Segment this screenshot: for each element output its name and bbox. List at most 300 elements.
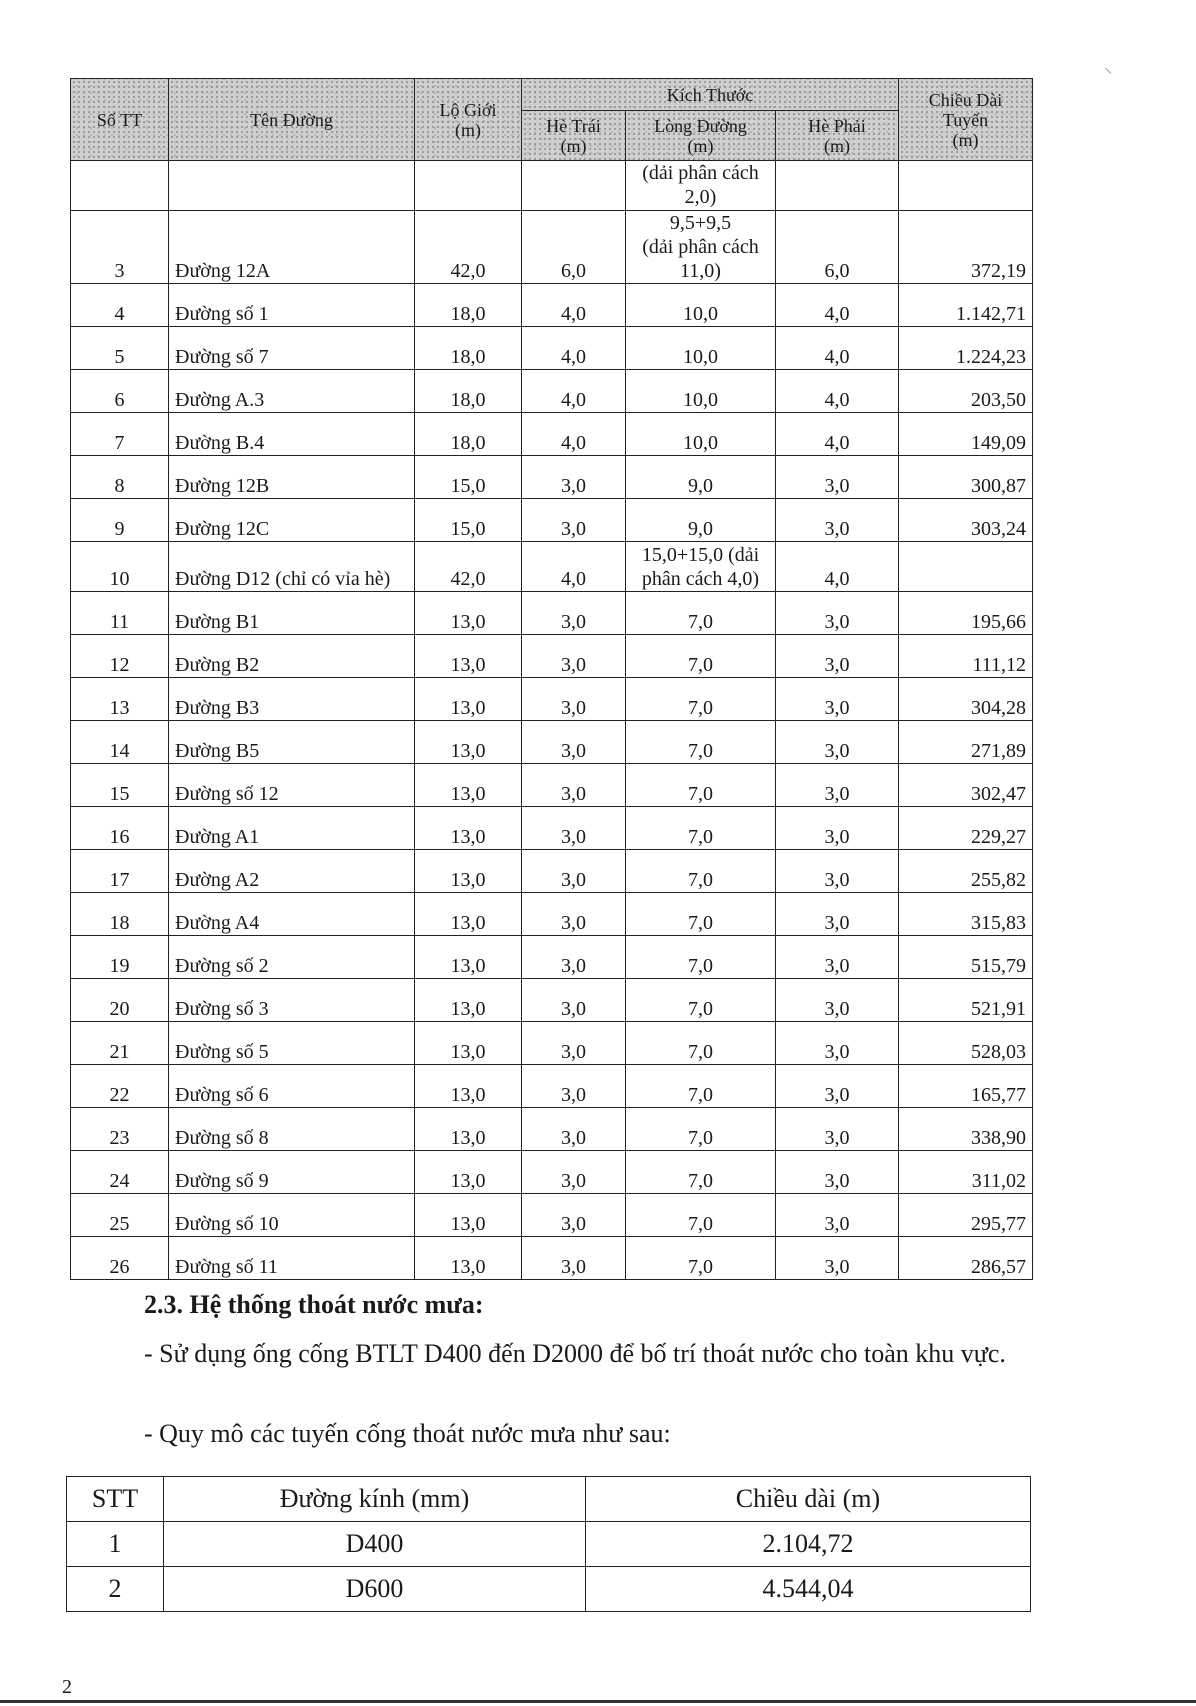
cell-carriageway-text: 7,0 bbox=[688, 654, 713, 676]
cell-carriageway-text: 7,0 bbox=[688, 611, 713, 633]
table-row bbox=[71, 807, 1033, 850]
cell-left-sidewalk bbox=[522, 284, 626, 327]
cell-stt bbox=[71, 456, 169, 499]
cell-name-text: Đường số 10 bbox=[175, 1213, 279, 1235]
cell-right-sidewalk bbox=[776, 936, 899, 979]
pipe-header-stt: STT bbox=[67, 1477, 164, 1522]
cell-name bbox=[169, 1194, 415, 1237]
cell-carriageway bbox=[626, 592, 776, 635]
cell-right-sidewalk-text: 3,0 bbox=[824, 998, 850, 1020]
cell-name bbox=[169, 284, 415, 327]
cell-right-sidewalk-text: 3,0 bbox=[824, 869, 850, 891]
cell-stt-text: 3 bbox=[114, 260, 125, 282]
cell-row-width bbox=[415, 592, 522, 635]
cell-stt bbox=[71, 211, 169, 284]
cell-carriageway-text: 7,0 bbox=[688, 783, 713, 805]
cell-row-width bbox=[415, 1194, 522, 1237]
cell-left-sidewalk bbox=[522, 1237, 626, 1280]
cell-left-sidewalk bbox=[522, 456, 626, 499]
cell-length bbox=[899, 499, 1033, 542]
cell-left-sidewalk bbox=[522, 413, 626, 456]
cell-row-width-text: 15,0 bbox=[450, 518, 486, 540]
cell-length-text: 195,66 bbox=[971, 611, 1027, 633]
cell-carriageway-text: 7,0 bbox=[688, 1041, 713, 1063]
cell-carriageway-text: (dải phân cách 2,0) bbox=[642, 162, 759, 208]
cell-stt-text: 24 bbox=[109, 1170, 130, 1192]
pipe-cell-diameter: D600 bbox=[164, 1567, 586, 1612]
cell-length-text: 111,12 bbox=[972, 654, 1027, 676]
cell-length-text: 372,19 bbox=[971, 260, 1027, 282]
cell-carriageway bbox=[626, 284, 776, 327]
cell-carriageway bbox=[626, 635, 776, 678]
cell-carriageway bbox=[626, 1108, 776, 1151]
cell-stt bbox=[71, 893, 169, 936]
cell-length-text: 271,89 bbox=[971, 740, 1027, 762]
cell-right-sidewalk-text: 3,0 bbox=[824, 912, 850, 934]
cell-stt bbox=[71, 370, 169, 413]
cell-name bbox=[169, 499, 415, 542]
cell-name bbox=[169, 764, 415, 807]
table-row bbox=[67, 1522, 1031, 1567]
cell-left-sidewalk-text: 3,0 bbox=[561, 1256, 586, 1278]
table-row bbox=[71, 1065, 1033, 1108]
cell-left-sidewalk-text: 3,0 bbox=[561, 955, 586, 977]
cell-right-sidewalk bbox=[776, 1194, 899, 1237]
cell-name bbox=[169, 1065, 415, 1108]
cell-carriageway bbox=[626, 370, 776, 413]
cell-right-sidewalk-text: 3,0 bbox=[824, 518, 850, 540]
cell-row-width-text: 13,0 bbox=[450, 611, 486, 633]
cell-name bbox=[169, 635, 415, 678]
cell-stt-text: 9 bbox=[114, 518, 125, 540]
cell-right-sidewalk-text: 3,0 bbox=[824, 475, 850, 497]
cell-length-text: 1.224,23 bbox=[956, 346, 1027, 368]
cell-carriageway-text: 7,0 bbox=[688, 955, 713, 977]
cell-stt-text: 7 bbox=[114, 432, 125, 454]
cell-name-text: Đường B3 bbox=[175, 697, 260, 719]
cell-stt bbox=[71, 1108, 169, 1151]
table-row bbox=[71, 936, 1033, 979]
cell-carriageway bbox=[626, 850, 776, 893]
cell-length-text: 1.142,71 bbox=[956, 303, 1027, 325]
cell-right-sidewalk bbox=[776, 1065, 899, 1108]
cell-name bbox=[169, 592, 415, 635]
cell-right-sidewalk bbox=[776, 161, 899, 211]
cell-left-sidewalk bbox=[522, 678, 626, 721]
cell-length-text: 295,77 bbox=[971, 1213, 1027, 1235]
cell-name bbox=[169, 1237, 415, 1280]
cell-length-text: 304,28 bbox=[971, 697, 1027, 719]
cell-row-width-text: 13,0 bbox=[450, 826, 486, 848]
cell-left-sidewalk-text: 4,0 bbox=[561, 568, 586, 590]
cell-carriageway-text: 9,0 bbox=[688, 475, 713, 497]
cell-right-sidewalk-text: 6,0 bbox=[824, 260, 850, 282]
cell-stt bbox=[71, 764, 169, 807]
cell-length-text: 528,03 bbox=[971, 1041, 1027, 1063]
cell-length bbox=[899, 1022, 1033, 1065]
table-row bbox=[71, 635, 1033, 678]
cell-name bbox=[169, 721, 415, 764]
pipe-cell-length: 4.544,04 bbox=[586, 1567, 1031, 1612]
header-row-width bbox=[415, 79, 522, 161]
cell-row-width bbox=[415, 1237, 522, 1280]
cell-name bbox=[169, 211, 415, 284]
cell-row-width bbox=[415, 936, 522, 979]
cell-left-sidewalk-text: 4,0 bbox=[561, 303, 586, 325]
cell-stt-text: 16 bbox=[109, 826, 130, 848]
cell-right-sidewalk bbox=[776, 284, 899, 327]
cell-left-sidewalk-text: 3,0 bbox=[561, 869, 586, 891]
cell-name-text: Đường số 9 bbox=[175, 1170, 269, 1192]
cell-stt-text: 4 bbox=[114, 303, 125, 325]
table-row bbox=[71, 1194, 1033, 1237]
cell-left-sidewalk bbox=[522, 1194, 626, 1237]
cell-row-width-text: 13,0 bbox=[450, 740, 486, 762]
cell-right-sidewalk-text: 3,0 bbox=[824, 1127, 850, 1149]
cell-name-text: Đường B.4 bbox=[175, 432, 265, 454]
cell-length bbox=[899, 850, 1033, 893]
cell-row-width-text: 13,0 bbox=[450, 654, 486, 676]
cell-carriageway bbox=[626, 721, 776, 764]
cell-right-sidewalk-text: 3,0 bbox=[824, 654, 850, 676]
cell-left-sidewalk-text: 6,0 bbox=[561, 260, 586, 282]
table-row bbox=[71, 1022, 1033, 1065]
cell-stt-text: 15 bbox=[109, 783, 130, 805]
header-stt: Số TT bbox=[71, 79, 169, 161]
cell-length-text: 521,91 bbox=[971, 998, 1027, 1020]
cell-name-text: Đường số 1 bbox=[175, 303, 269, 325]
cell-carriageway-text: 7,0 bbox=[688, 912, 713, 934]
cell-right-sidewalk-text: 3,0 bbox=[824, 1170, 850, 1192]
cell-right-sidewalk-text: 3,0 bbox=[824, 1256, 850, 1278]
table-row bbox=[71, 542, 1033, 592]
cell-name bbox=[169, 979, 415, 1022]
cell-row-width-text: 13,0 bbox=[450, 1084, 486, 1106]
table-row bbox=[71, 1151, 1033, 1194]
cell-row-width-text: 13,0 bbox=[450, 1127, 486, 1149]
cell-right-sidewalk-text: 4,0 bbox=[824, 389, 850, 411]
cell-left-sidewalk bbox=[522, 542, 626, 592]
cell-stt bbox=[71, 542, 169, 592]
cell-name-text: Đường số 7 bbox=[175, 346, 269, 368]
cell-right-sidewalk bbox=[776, 1108, 899, 1151]
cell-row-width bbox=[415, 370, 522, 413]
page-number: 2 bbox=[62, 1676, 72, 1698]
cell-stt bbox=[71, 592, 169, 635]
cell-carriageway-text: 7,0 bbox=[688, 869, 713, 891]
cell-stt bbox=[71, 1022, 169, 1065]
cell-row-width-text: 15,0 bbox=[450, 475, 486, 497]
cell-right-sidewalk-text: 3,0 bbox=[824, 697, 850, 719]
cell-stt-text: 11 bbox=[109, 611, 130, 633]
cell-right-sidewalk bbox=[776, 370, 899, 413]
cell-right-sidewalk bbox=[776, 1237, 899, 1280]
cell-carriageway bbox=[626, 764, 776, 807]
cell-left-sidewalk bbox=[522, 592, 626, 635]
cell-right-sidewalk bbox=[776, 327, 899, 370]
cell-carriageway-text: 7,0 bbox=[688, 1213, 713, 1235]
table-row bbox=[71, 370, 1033, 413]
cell-stt bbox=[71, 1194, 169, 1237]
cell-stt-text: 8 bbox=[114, 475, 125, 497]
cell-left-sidewalk bbox=[522, 893, 626, 936]
table-row bbox=[71, 284, 1033, 327]
table-row bbox=[71, 678, 1033, 721]
header-right-sidewalk-text: Hè Phải (m) bbox=[808, 115, 866, 156]
cell-carriageway-text: 15,0+15,0 (dải phân cách 4,0) bbox=[641, 544, 760, 590]
cell-row-width bbox=[415, 635, 522, 678]
cell-name bbox=[169, 1022, 415, 1065]
cell-name-text: Đường 12C bbox=[175, 518, 270, 540]
cell-stt-text: 17 bbox=[109, 869, 130, 891]
cell-left-sidewalk bbox=[522, 1108, 626, 1151]
cell-row-width bbox=[415, 1022, 522, 1065]
cell-right-sidewalk bbox=[776, 721, 899, 764]
cell-left-sidewalk bbox=[522, 370, 626, 413]
cell-row-width bbox=[415, 161, 522, 211]
cell-length-text: 303,24 bbox=[971, 518, 1027, 540]
cell-left-sidewalk-text: 3,0 bbox=[561, 740, 586, 762]
cell-stt-text: 5 bbox=[114, 346, 125, 368]
cell-name bbox=[169, 1151, 415, 1194]
cell-stt-text: 26 bbox=[109, 1256, 130, 1278]
cell-row-width bbox=[415, 979, 522, 1022]
cell-row-width bbox=[415, 850, 522, 893]
cell-length bbox=[899, 284, 1033, 327]
road-dimensions-table bbox=[70, 78, 1033, 1280]
cell-length-text: 300,87 bbox=[971, 475, 1027, 497]
cell-stt bbox=[71, 499, 169, 542]
cell-right-sidewalk-text: 3,0 bbox=[824, 1084, 850, 1106]
cell-right-sidewalk-text: 3,0 bbox=[824, 740, 850, 762]
cell-stt bbox=[71, 413, 169, 456]
cell-name-text: Đường 12A bbox=[175, 260, 271, 282]
cell-row-width bbox=[415, 456, 522, 499]
cell-row-width-text: 13,0 bbox=[450, 1170, 486, 1192]
cell-left-sidewalk bbox=[522, 1065, 626, 1108]
cell-name-text: Đường số 3 bbox=[175, 998, 269, 1020]
cell-length bbox=[899, 413, 1033, 456]
cell-row-width-text: 18,0 bbox=[450, 432, 486, 454]
cell-right-sidewalk bbox=[776, 893, 899, 936]
cell-name-text: Đường B5 bbox=[175, 740, 260, 762]
cell-left-sidewalk-text: 3,0 bbox=[561, 1213, 586, 1235]
cell-carriageway bbox=[626, 456, 776, 499]
cell-carriageway bbox=[626, 893, 776, 936]
cell-name-text: Đường số 5 bbox=[175, 1041, 269, 1063]
cell-row-width-text: 42,0 bbox=[450, 260, 486, 282]
cell-row-width bbox=[415, 499, 522, 542]
cell-length-text: 338,90 bbox=[971, 1127, 1027, 1149]
cell-stt bbox=[71, 807, 169, 850]
cell-length bbox=[899, 592, 1033, 635]
cell-left-sidewalk-text: 3,0 bbox=[561, 783, 586, 805]
table-row bbox=[71, 211, 1033, 284]
cell-right-sidewalk-text: 4,0 bbox=[824, 432, 850, 454]
cell-carriageway-text: 7,0 bbox=[688, 740, 713, 762]
cell-name bbox=[169, 936, 415, 979]
cell-length bbox=[899, 807, 1033, 850]
cell-row-width-text: 18,0 bbox=[450, 389, 486, 411]
cell-row-width bbox=[415, 1065, 522, 1108]
cell-length bbox=[899, 678, 1033, 721]
cell-length bbox=[899, 764, 1033, 807]
cell-length bbox=[899, 211, 1033, 284]
cell-length-text: 311,02 bbox=[971, 1170, 1027, 1192]
cell-length bbox=[899, 370, 1033, 413]
cell-row-width bbox=[415, 678, 522, 721]
cell-length bbox=[899, 1108, 1033, 1151]
cell-name-text: Đường B1 bbox=[175, 611, 260, 633]
table-row bbox=[71, 1237, 1033, 1280]
cell-carriageway bbox=[626, 936, 776, 979]
cell-stt-text: 21 bbox=[109, 1041, 130, 1063]
cell-carriageway-text: 7,0 bbox=[688, 1170, 713, 1192]
cell-right-sidewalk-text: 3,0 bbox=[824, 826, 850, 848]
cell-name-text: Đường A2 bbox=[175, 869, 260, 891]
cell-carriageway-text: 7,0 bbox=[688, 1127, 713, 1149]
cell-name bbox=[169, 807, 415, 850]
cell-name-text: Đường A4 bbox=[175, 912, 260, 934]
cell-row-width-text: 13,0 bbox=[450, 998, 486, 1020]
cell-carriageway-text: 9,0 bbox=[688, 518, 713, 540]
cell-row-width bbox=[415, 413, 522, 456]
cell-name bbox=[169, 413, 415, 456]
cell-carriageway bbox=[626, 678, 776, 721]
cell-name-text: Đường D12 (chỉ có vỉa hè) bbox=[175, 568, 391, 590]
cell-left-sidewalk-text: 3,0 bbox=[561, 912, 586, 934]
cell-row-width bbox=[415, 542, 522, 592]
cell-left-sidewalk-text: 3,0 bbox=[561, 697, 586, 719]
cell-left-sidewalk-text: 4,0 bbox=[561, 346, 586, 368]
cell-left-sidewalk bbox=[522, 850, 626, 893]
cell-left-sidewalk-text: 3,0 bbox=[561, 518, 586, 540]
road-table-body bbox=[71, 161, 1033, 1280]
cell-stt bbox=[71, 850, 169, 893]
header-left-sidewalk-text: Hè Trái (m) bbox=[546, 115, 601, 156]
table-row bbox=[71, 1108, 1033, 1151]
cell-stt-text: 13 bbox=[109, 697, 130, 719]
cell-left-sidewalk bbox=[522, 635, 626, 678]
cell-row-width-text: 13,0 bbox=[450, 912, 486, 934]
road-table-header bbox=[71, 79, 1033, 161]
cell-left-sidewalk-text: 3,0 bbox=[561, 1041, 586, 1063]
cell-carriageway-text: 7,0 bbox=[688, 1256, 713, 1278]
cell-length-text: 203,50 bbox=[971, 389, 1027, 411]
pipe-cell-stt: 2 bbox=[67, 1567, 164, 1612]
cell-stt bbox=[71, 721, 169, 764]
section-heading: 2.3. Hệ thống thoát nước mưa: bbox=[144, 1290, 484, 1319]
cell-stt bbox=[71, 635, 169, 678]
cell-row-width bbox=[415, 893, 522, 936]
table-row bbox=[71, 764, 1033, 807]
cell-stt-text: 20 bbox=[109, 998, 130, 1020]
header-left-sidewalk bbox=[522, 111, 626, 161]
cell-length bbox=[899, 936, 1033, 979]
cell-carriageway bbox=[626, 327, 776, 370]
cell-right-sidewalk bbox=[776, 499, 899, 542]
cell-name-text: Đường A1 bbox=[175, 826, 260, 848]
cell-carriageway bbox=[626, 1237, 776, 1280]
cell-row-width bbox=[415, 1151, 522, 1194]
cell-left-sidewalk bbox=[522, 1151, 626, 1194]
header-dimensions: Kích Thước bbox=[522, 79, 899, 111]
cell-stt-text: 25 bbox=[109, 1213, 130, 1235]
cell-carriageway-text: 7,0 bbox=[688, 826, 713, 848]
cell-length-text: 165,77 bbox=[971, 1084, 1027, 1106]
cell-row-width bbox=[415, 211, 522, 284]
cell-right-sidewalk-text: 3,0 bbox=[824, 955, 850, 977]
table-row bbox=[71, 499, 1033, 542]
cell-right-sidewalk bbox=[776, 979, 899, 1022]
cell-row-width bbox=[415, 327, 522, 370]
cell-name bbox=[169, 893, 415, 936]
cell-carriageway-text: 10,0 bbox=[683, 303, 718, 325]
cell-row-width-text: 13,0 bbox=[450, 1041, 486, 1063]
cell-left-sidewalk-text: 3,0 bbox=[561, 1170, 586, 1192]
section-paragraph-2: - Quy mô các tuyến cống thoát nước mưa như sau: bbox=[144, 1419, 671, 1448]
cell-length-text: 229,27 bbox=[971, 826, 1027, 848]
cell-name bbox=[169, 542, 415, 592]
cell-stt bbox=[71, 327, 169, 370]
cell-left-sidewalk bbox=[522, 161, 626, 211]
cell-stt-text: 10 bbox=[109, 568, 130, 590]
cell-name-text: Đường số 8 bbox=[175, 1127, 269, 1149]
cell-carriageway-text: 7,0 bbox=[688, 697, 713, 719]
header-row-width-text: Lộ Giới (m) bbox=[439, 99, 497, 140]
cell-stt bbox=[71, 678, 169, 721]
cell-carriageway bbox=[626, 413, 776, 456]
cell-row-width bbox=[415, 1108, 522, 1151]
cell-row-width bbox=[415, 764, 522, 807]
cell-length-text: 515,79 bbox=[971, 955, 1027, 977]
cell-left-sidewalk bbox=[522, 1022, 626, 1065]
cell-row-width bbox=[415, 807, 522, 850]
table-row bbox=[71, 327, 1033, 370]
cell-stt-text: 22 bbox=[109, 1084, 130, 1106]
cell-row-width-text: 42,0 bbox=[450, 568, 486, 590]
cell-name bbox=[169, 1108, 415, 1151]
scan-bottom-edge bbox=[0, 1700, 1196, 1703]
cell-stt-text: 19 bbox=[109, 955, 130, 977]
cell-row-width bbox=[415, 284, 522, 327]
cell-length-text: 255,82 bbox=[971, 869, 1027, 891]
cell-name bbox=[169, 327, 415, 370]
cell-stt bbox=[71, 284, 169, 327]
cell-name-text: Đường B2 bbox=[175, 654, 260, 676]
pipe-cell-length: 2.104,72 bbox=[586, 1522, 1031, 1567]
cell-length bbox=[899, 1065, 1033, 1108]
cell-left-sidewalk-text: 3,0 bbox=[561, 998, 586, 1020]
cell-right-sidewalk-text: 4,0 bbox=[824, 568, 850, 590]
cell-left-sidewalk-text: 3,0 bbox=[561, 611, 586, 633]
cell-length bbox=[899, 161, 1033, 211]
pipe-cell-stt: 1 bbox=[67, 1522, 164, 1567]
cell-stt-text: 23 bbox=[109, 1127, 130, 1149]
cell-row-width-text: 13,0 bbox=[450, 1213, 486, 1235]
header-length bbox=[899, 79, 1033, 161]
cell-name bbox=[169, 370, 415, 413]
cell-length-text: 315,83 bbox=[971, 912, 1027, 934]
pipe-header-diameter: Đường kính (mm) bbox=[164, 1477, 586, 1522]
header-carriageway-text: Lòng Đường (m) bbox=[654, 115, 747, 156]
header-right-sidewalk bbox=[776, 111, 899, 161]
cell-right-sidewalk bbox=[776, 211, 899, 284]
cell-left-sidewalk-text: 3,0 bbox=[561, 475, 586, 497]
cell-row-width-text: 13,0 bbox=[450, 697, 486, 719]
cell-right-sidewalk bbox=[776, 456, 899, 499]
cell-row-width-text: 18,0 bbox=[450, 346, 486, 368]
